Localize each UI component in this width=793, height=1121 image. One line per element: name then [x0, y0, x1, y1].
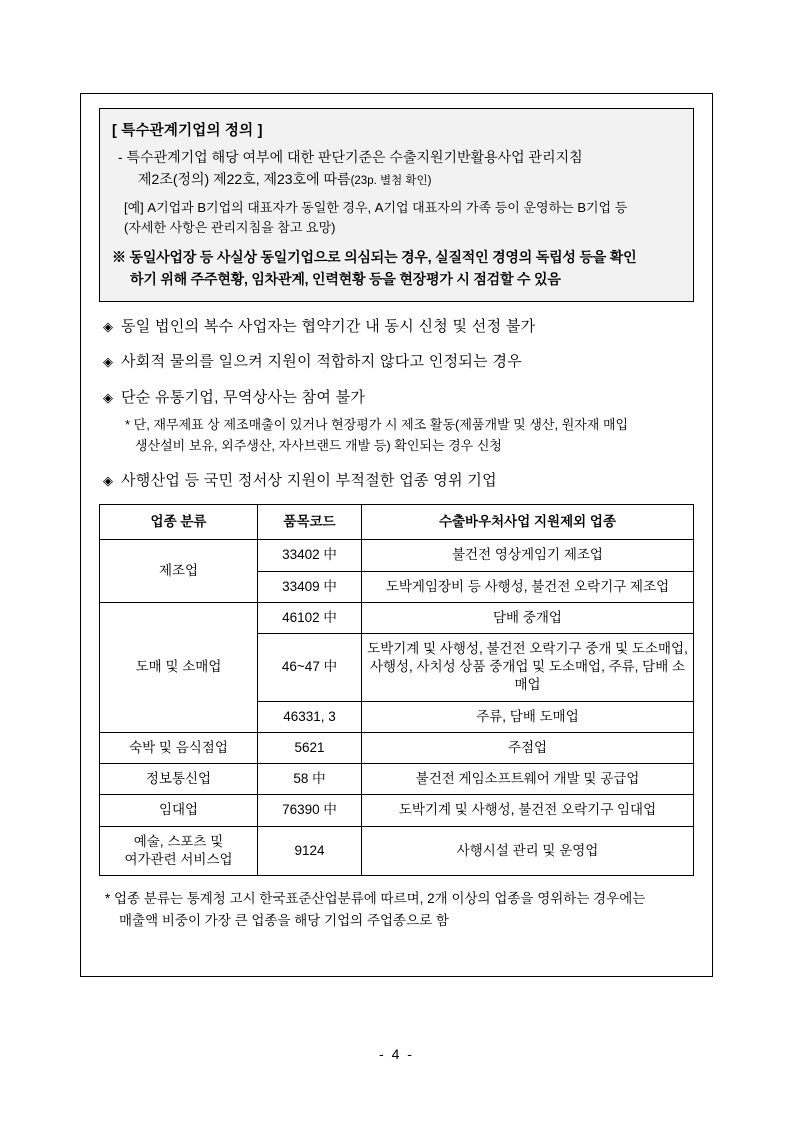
table-header-code: 품목코드	[258, 505, 362, 540]
table-header-row	[100, 505, 694, 540]
definition-title: [ 특수관계기업의 정의 ]	[112, 123, 263, 139]
definition-example-line-2: (자세한 사항은 관리지침을 참고 요망)	[124, 219, 336, 235]
content-body	[81, 94, 712, 941]
page-number: - 4 -	[379, 1046, 414, 1062]
table-cell-code: 76390 中	[258, 795, 362, 826]
table-row	[100, 732, 694, 763]
sub-note	[125, 415, 694, 457]
diamond-icon: ◈	[103, 354, 114, 370]
table-cell-code: 33409 中	[258, 571, 362, 602]
table-cell-category: 임대업	[100, 795, 258, 826]
diamond-icon: ◈	[103, 318, 114, 334]
table-row	[100, 540, 694, 571]
table-header-desc: 수출바우처사업 지원제외 업종	[362, 505, 694, 540]
table-note-line-2: 매출액 비중이 가장 큰 업종을 해당 기업의 주업종으로 함	[119, 912, 449, 928]
table-cell-code: 58 中	[258, 764, 362, 795]
table-cell-code: 33402 中	[258, 540, 362, 571]
table-cell-code: 5621	[258, 732, 362, 763]
table-cell-category: 도매 및 소매업	[100, 602, 258, 732]
sub-note-line-1: * 단, 재무제표 상 제조매출이 있거나 현장평가 시 제조 활동(제품개발 및 생산, 원자재 매입	[125, 417, 629, 433]
bullet-text-4: 사행산업 등 국민 정서상 지원이 부적절한 업종 영위 기업	[121, 471, 497, 489]
table-cell-category: 예술, 스포츠 및 여가관련 서비스업	[100, 826, 258, 875]
table-cell-code: 46331, 3	[258, 701, 362, 732]
definition-line-1-small: (23p. 별첨 확인)	[350, 174, 432, 187]
table-cell-description: 도박기계 및 사행성, 불건전 오락기구 중개 및 도소매업, 사행성, 사치성 상품 중개업 및 도소매업, 주류, 담배 소매업	[362, 634, 694, 702]
table-row	[100, 764, 694, 795]
table-cell-description: 주점업	[362, 732, 694, 763]
table-cell-category: 제조업	[100, 540, 258, 602]
bullet-text-2: 사회적 물의를 일으켜 지원이 적합하지 않다고 인정되는 경우	[121, 353, 523, 371]
table-cell-code: 46102 中	[258, 602, 362, 633]
table-cell-description: 도박게임장비 등 사행성, 불건전 오락기구 제조업	[362, 571, 694, 602]
table-body	[100, 540, 694, 876]
table-row	[100, 602, 694, 633]
table-cell-category: 정보통신업	[100, 764, 258, 795]
diamond-icon: ◈	[103, 472, 114, 488]
table-cell-category: 숙박 및 음식점업	[100, 732, 258, 763]
table-cell-description: 도박기계 및 사행성, 불건전 오락기구 임대업	[362, 795, 694, 826]
table-note	[105, 888, 694, 931]
table-cell-code: 46~47 中	[258, 634, 362, 702]
table-note-line-1: * 업종 분류는 통계청 고시 한국표준산업분류에 따르며, 2개 이상의 업종을 영위하는 경우에는	[105, 891, 646, 906]
excluded-industries-table	[99, 504, 694, 876]
definition-line-1-b: 제2조(정의) 제22호, 제23호에 따름	[138, 170, 351, 187]
table-cell-code: 9124	[258, 826, 362, 875]
table-cell-description: 사행시설 관리 및 운영업	[362, 826, 694, 875]
bullet-item-2	[103, 351, 694, 374]
definition-line-1-wrap	[138, 169, 681, 191]
definition-note-line-2: 하기 위해 주주현황, 임차관계, 인력현황 등을 현장평가 시 점검할 수 있음	[130, 271, 561, 288]
table-row	[100, 826, 694, 875]
table-cell-description: 주류, 담배 도매업	[362, 701, 694, 732]
table-cell-description: 불건전 게임소프트웨어 개발 및 공급업	[362, 764, 694, 795]
table-header-category: 업종 분류	[100, 505, 258, 540]
definition-note-line-1: ※ 동일사업장 등 사실상 동일기업으로 의심되는 경우, 실질적인 경영의 독립성 등을 확인	[112, 248, 637, 265]
bullet-text-1: 동일 법인의 복수 사업자는 협약기간 내 동시 신청 및 선정 불가	[121, 317, 536, 335]
diamond-icon: ◈	[103, 389, 114, 405]
table-cell-description: 불건전 영상게임기 제조업	[362, 540, 694, 571]
sub-note-line-2: 생산설비 보유, 외주생산, 자사브랜드 개발 등) 확인되는 경우 신청	[135, 437, 502, 453]
content-frame	[80, 93, 713, 977]
table-row	[100, 795, 694, 826]
definition-example-line-1: [예] A기업과 B기업의 대표자가 동일한 경우, A기업 대표자의 가족 등이 운영하는 B기업 등	[124, 199, 628, 215]
definition-line-1	[118, 147, 681, 191]
table-cell-description: 담배 중개업	[362, 602, 694, 633]
bullet-text-3: 단순 유통기업, 무역상사는 참여 불가	[121, 388, 366, 406]
definition-box	[99, 108, 694, 302]
definition-line-1-a: - 특수관계기업 해당 여부에 대한 판단기준은 수출지원기반활용사업 관리지침	[118, 149, 583, 165]
bullet-item-4	[103, 470, 694, 493]
definition-example	[124, 198, 681, 238]
bullet-item-1	[103, 316, 694, 339]
definition-note	[112, 246, 681, 291]
bullet-item-3	[103, 387, 694, 410]
